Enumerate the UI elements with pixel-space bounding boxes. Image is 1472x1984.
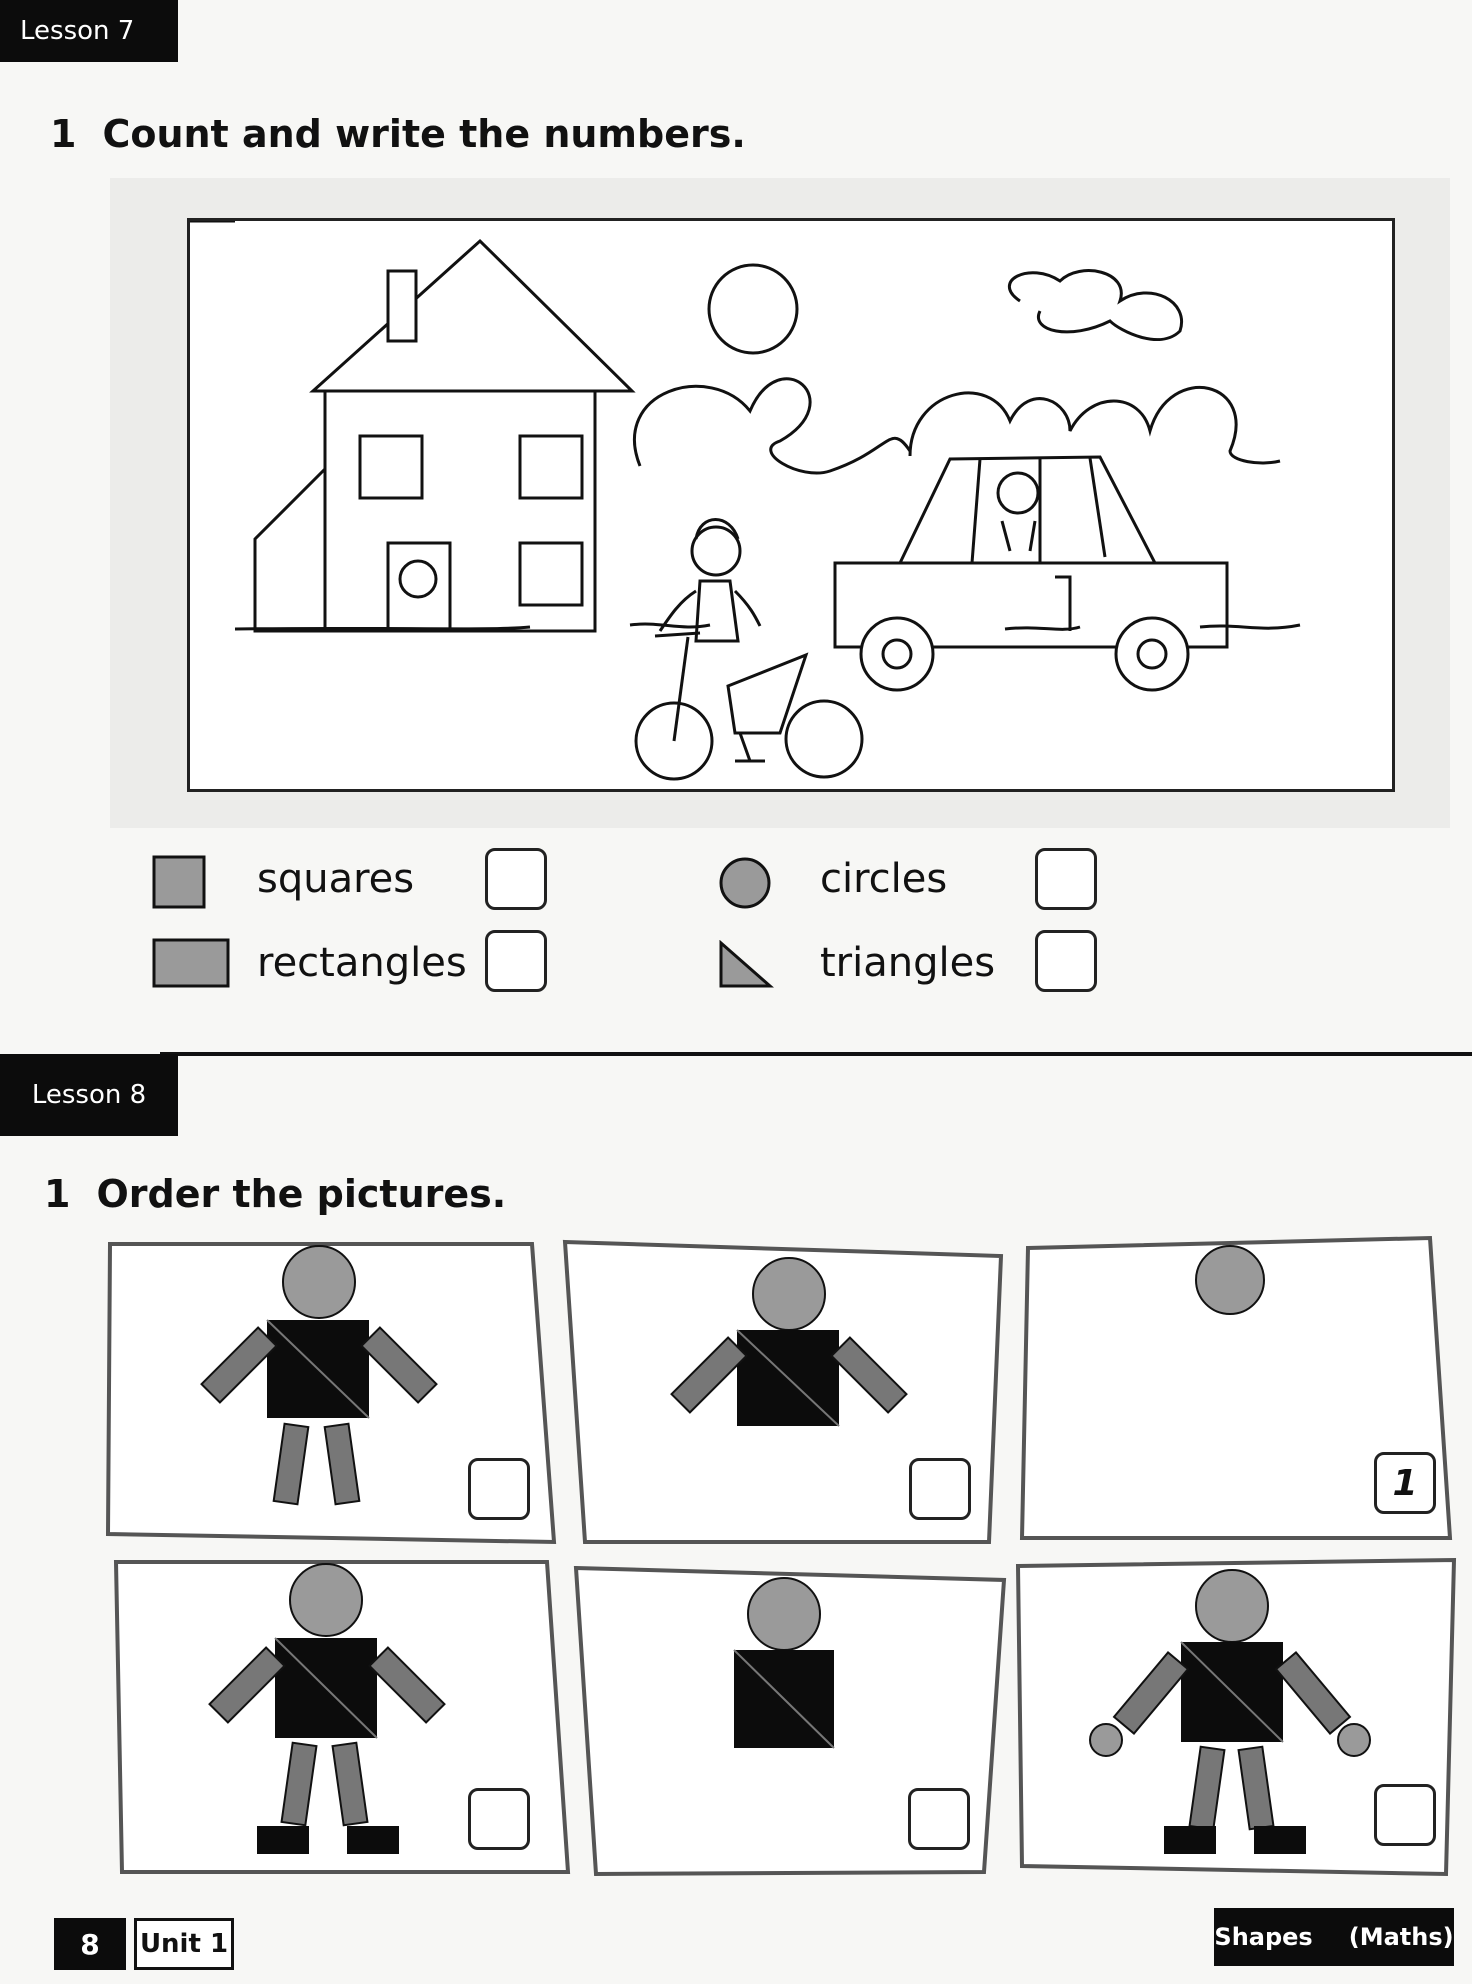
- square-icon: [152, 855, 206, 909]
- lesson-divider: [160, 1052, 1472, 1056]
- unit-label: Unit 1: [134, 1918, 234, 1970]
- topic-label: Shapes: [1214, 1923, 1313, 1951]
- circles-answer-box[interactable]: [1035, 848, 1097, 910]
- lesson-8-tab: [0, 1054, 178, 1136]
- scene-drawing: [190, 221, 1392, 789]
- squares-answer-box[interactable]: [485, 848, 547, 910]
- lesson-7-tab: [0, 0, 178, 62]
- squares-label: squares: [257, 856, 415, 902]
- lesson-7-label: Lesson 7: [20, 16, 135, 46]
- order-card-2: [561, 1238, 1006, 1546]
- rectangle-icon: [152, 938, 232, 990]
- exercise-number: 1: [50, 112, 77, 156]
- page-number: 8: [54, 1918, 126, 1970]
- scene-illustration: [187, 218, 1395, 792]
- order-card-4: [112, 1558, 572, 1876]
- triangle-icon: [718, 940, 774, 990]
- subject-label: (Maths): [1348, 1923, 1454, 1951]
- exercise-instruction: Count and write the numbers.: [102, 112, 746, 156]
- order-card-6: [1014, 1556, 1460, 1878]
- card-2-answer-box[interactable]: [909, 1458, 971, 1520]
- card-6-answer-box[interactable]: [1374, 1784, 1436, 1846]
- circle-icon: [718, 856, 772, 910]
- triangles-label: triangles: [820, 940, 996, 986]
- card-3-answer-box[interactable]: 1: [1374, 1452, 1436, 1514]
- order-card-1: [104, 1240, 559, 1545]
- order-card-3: [1018, 1234, 1458, 1546]
- lesson-7-heading: [50, 112, 746, 156]
- exercise-number: 1: [44, 1172, 71, 1216]
- card-4-answer-box[interactable]: [468, 1788, 530, 1850]
- lesson-8-heading: [44, 1172, 506, 1216]
- rectangles-label: rectangles: [257, 940, 467, 986]
- card-1-answer-box[interactable]: [468, 1458, 530, 1520]
- lesson-8-label: Lesson 8: [31, 1080, 147, 1110]
- exercise-instruction: Order the pictures.: [96, 1172, 507, 1216]
- order-card-5: [572, 1564, 1008, 1878]
- rectangles-answer-box[interactable]: [485, 930, 547, 992]
- circles-label: circles: [820, 856, 948, 902]
- card-5-answer-box[interactable]: [908, 1788, 970, 1850]
- triangles-answer-box[interactable]: [1035, 930, 1097, 992]
- footer-topic: [1214, 1908, 1454, 1966]
